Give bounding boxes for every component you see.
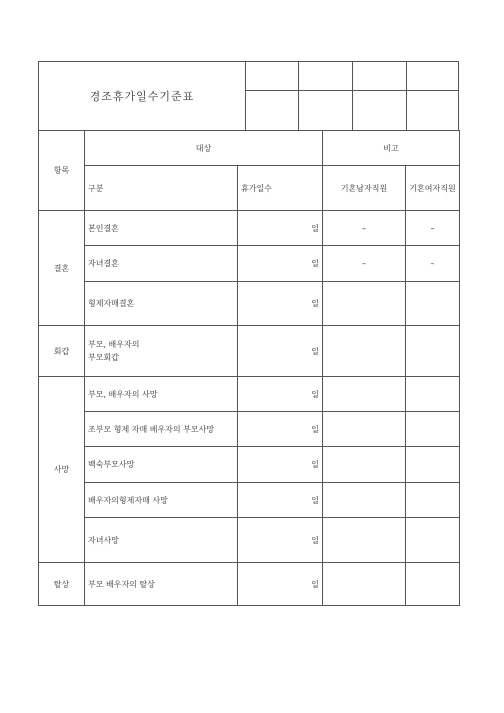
row-female — [406, 326, 460, 377]
approval-divider — [245, 90, 459, 91]
row-label-line1: 부모, 배우자의 — [88, 340, 140, 349]
row-days: 일 — [238, 563, 323, 606]
row-days: 일 — [238, 377, 323, 412]
row-female — [406, 282, 460, 326]
row-label: 자녀결혼 — [85, 246, 238, 282]
row-days: 일 — [238, 326, 323, 377]
row-female — [406, 518, 460, 563]
row-days: 일 — [238, 518, 323, 563]
row-days: 일 — [238, 447, 323, 483]
group-death: 사망 — [39, 377, 85, 563]
header-target: 대상 — [85, 131, 323, 166]
document-title: 경조휴가일수기준표 — [39, 62, 246, 130]
row-female — [406, 563, 460, 606]
header-married-male: 기혼남자직원 — [323, 166, 406, 211]
row-male — [323, 377, 406, 412]
row-label-line2: 부모회갑 — [88, 353, 119, 362]
group-marriage: 결혼 — [39, 211, 85, 326]
row-male — [323, 282, 406, 326]
row-female — [406, 412, 460, 447]
header-married-female: 기혼여자직원 — [406, 166, 460, 211]
row-label: 본인결혼 — [85, 211, 238, 246]
row-label: 백숙부모사망 — [85, 447, 238, 483]
row-male: – — [323, 211, 406, 246]
header-remark: 비고 — [323, 131, 460, 166]
row-label: 조부모 형제 자매 배우자의 부모사망 — [85, 412, 238, 447]
group-60th-birthday: 회갑 — [39, 326, 85, 377]
approval-box-2 — [299, 62, 353, 130]
row-label: 배우자의형제자매 사망 — [85, 483, 238, 518]
approval-box-3 — [353, 62, 407, 130]
row-male — [323, 447, 406, 483]
row-male — [323, 483, 406, 518]
row-female: – — [406, 246, 460, 282]
row-male — [323, 412, 406, 447]
row-male: – — [323, 246, 406, 282]
group-mourning-end: 탈상 — [39, 563, 85, 606]
header-vacation-days: 휴가일수 — [238, 166, 323, 211]
row-male — [323, 326, 406, 377]
row-days: 일 — [238, 282, 323, 326]
row-female — [406, 483, 460, 518]
title-block — [38, 61, 459, 131]
row-label — [85, 326, 238, 377]
row-label: 부모, 배우자의 사망 — [85, 377, 238, 412]
row-days: 일 — [238, 246, 323, 282]
row-male — [323, 563, 406, 606]
header-item: 항목 — [39, 131, 85, 211]
approval-box-1 — [245, 62, 299, 130]
row-female: – — [406, 211, 460, 246]
header-category: 구분 — [85, 166, 238, 211]
row-days: 일 — [238, 211, 323, 246]
row-label: 자녀사망 — [85, 518, 238, 563]
row-label: 형제자매결혼 — [85, 282, 238, 326]
row-male — [323, 518, 406, 563]
row-days: 일 — [238, 412, 323, 447]
vacation-table — [38, 130, 460, 606]
row-female — [406, 377, 460, 412]
row-label: 부모 배우자의 탈상 — [85, 563, 238, 606]
row-female — [406, 447, 460, 483]
row-days: 일 — [238, 483, 323, 518]
